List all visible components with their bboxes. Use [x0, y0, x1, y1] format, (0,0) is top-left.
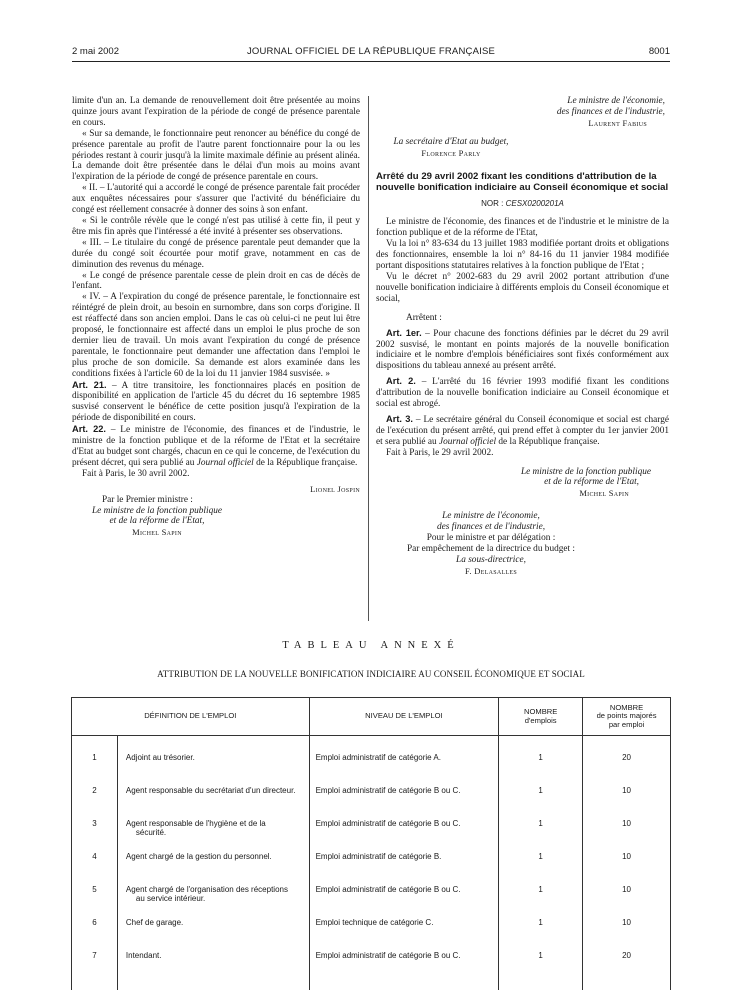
definition-text: Intendant.	[125, 950, 162, 960]
header-line: NOMBRE	[523, 707, 558, 716]
paragraph: Vu le décret n° 2002-683 du 29 avril 2002 portant attribution d'une nouvelle bonification indiciaire à différents emplois du Conseil économique et social,	[376, 271, 669, 304]
header-date: 2 mai 2002	[72, 46, 120, 57]
row-nombre: 1	[499, 847, 583, 880]
paragraph: « IV. – A l'expiration du congé de présence parentale, le fonctionnaire est réintégré de plein droit, au besoin en surnombre, dans son corps d'origine. Il est réaffecté dans son ancien emploi. Dans le cas où celui-ci ne peut lui être proposé, le fonctionnaire est affecté dans un emploi le plus proche de son dernier lieu de travail. Un mois avant l'expiration du congé de présence parentale, le fonctionnaire peut demander une affectation dans l'emploi le plus proche de son domicile. Sa demande est alors examinée dans les conditions fixées à l'article 60 de la loi du 11 janvier 1984 susvisée. »	[72, 292, 360, 379]
article-label: Art. 1er.	[386, 327, 422, 338]
row-number: 1	[72, 748, 118, 781]
delegation-line: Par empêchement de la directrice du budget :	[406, 544, 576, 554]
paragraph: limite d'un an. La demande de renouvellement doit être présentée au moins quinze jours avant l'expiration de la période de congé de présence parentale en cours.	[72, 96, 360, 128]
row-nombre: 1	[499, 814, 583, 847]
paragraph: « Si le contrôle révèle que le congé n'est pas utilisé à cette fin, il peut y être mis fin après que l'intéressé a été invité à présenter ses observations.	[72, 215, 360, 237]
paragraph: Vu la loi n° 83-634 du 13 juillet 1983 modifiée portant droits et obligations des fonctionnaires, ensemble la loi n° 84-16 du 11 janvier 1984 modifiée portant dispositions statutaires relatives à la fonction publique de l'Etat ;	[376, 239, 669, 272]
definition-text: Agent chargé de l'organisation des réceptions	[125, 884, 288, 894]
paragraph: Le ministre de l'économie, des finances et de l'industrie et le ministre de la fonction publique et de la réforme de l'Etat,	[376, 217, 669, 239]
spacer-cell	[117, 736, 309, 748]
table-row	[72, 814, 671, 847]
signature-block-fonction-publique	[72, 506, 242, 539]
journal-officiel-ref: Journal officiel	[196, 457, 254, 468]
secretary-title: La secrétaire d'Etat au budget,	[393, 136, 509, 147]
header-niveau: NIVEAU DE L'EMPLOI	[309, 698, 499, 736]
empty-cell	[309, 979, 499, 990]
row-definition	[117, 946, 309, 979]
empty-cell	[583, 979, 671, 990]
spacer-cell	[72, 736, 118, 748]
annex-table	[71, 697, 671, 990]
row-number: 3	[72, 814, 118, 847]
paragraph: « Sur sa demande, le fonctionnaire peut renoncer au bénéfice du congé de présence parentale au profit de l'autre parent fonctionnaire pour la ou les périodes restant à courir jusqu'à la limite maximale définie au présent alinéa. La demande doit être présentée dans le délai d'un mois au moins avant l'expiration de la période de congé de présence parentale en cours.	[72, 128, 360, 183]
paragraph: « II. – L'autorité qui a accordé le congé de présence parentale fait procéder aux enquêtes nécessaires pour s'assurer que l'activité du bénéficiaire du congé est réellement consacrée à donner des soins à son enfant.	[72, 183, 360, 216]
signature-block-budget	[376, 137, 526, 159]
table-row	[72, 748, 671, 781]
article-21	[72, 380, 360, 425]
row-points: 10	[583, 847, 671, 880]
table-row	[72, 946, 671, 979]
minister-title-line: des finances et de l'industrie,	[556, 106, 665, 117]
nor-code: CESX0200201A	[505, 198, 564, 208]
row-points: 10	[583, 913, 671, 946]
definition-text-cont: sécurité.	[135, 828, 167, 837]
definition-text-cont: au service intérieur.	[135, 894, 206, 903]
row-number: 2	[72, 781, 118, 814]
row-number: 7	[72, 946, 118, 979]
signer-name: Lionel Jospin	[310, 483, 360, 494]
table-row	[72, 913, 671, 946]
minister-title-line: des finances et de l'industrie,	[436, 522, 546, 533]
row-nombre: 1	[499, 946, 583, 979]
arretent: Arrêtent :	[406, 312, 442, 323]
signature-block-economie	[376, 96, 669, 129]
row-niveau: Emploi administratif de catégorie B ou C.	[309, 781, 499, 814]
secretary-name: Florence Parly	[421, 147, 481, 158]
article-2	[376, 376, 669, 410]
header-line: de points majorés	[596, 711, 657, 721]
row-definition	[117, 748, 309, 781]
minister-name: Laurent Fabius	[588, 117, 647, 128]
minister-title-line: Le ministre de la fonction publique	[520, 466, 651, 477]
article-text: – Pour chacune des fonctions définies par le décret du 29 avril 2002 susvisé, le montant en points majorés de la nouvelle bonification indiciaire et le nombre d'emplois bénéficiaires sont fixés conformément aux dispositions du tableau annexé au présent arrêté.	[376, 328, 669, 372]
article-text: – A titre transitoire, les fonctionnaires placés en position de disponibilité en application de l'article 45 du décret du 16 septembre 1985 susvisé conservent le bénéfice de cette position jusqu'à l'expiration de la période de disponibilité en cours.	[72, 380, 360, 424]
header-page-number: 8001	[648, 46, 670, 57]
annex-title: TABLEAU ANNEXÉ	[282, 640, 460, 651]
header-line: NOMBRE	[609, 702, 644, 712]
empty-cell	[117, 979, 309, 990]
article-text: – Le secrétaire général du Conseil économique et social est chargé de l'exécution du présent arrêté, qui prend effet à compter du 1er janvier 2001 et sera publié au	[376, 414, 669, 447]
table-row	[72, 880, 671, 913]
row-nombre: 1	[499, 880, 583, 913]
row-niveau: Emploi administratif de catégorie B ou C.	[309, 814, 499, 847]
minister-title-line: et de la réforme de l'Etat,	[109, 516, 205, 527]
minister-name: Michel Sapin	[132, 527, 182, 538]
article-text: – L'arrêté du 16 février 1993 modifié fixant les conditions d'attribution de la nouvelle bonification indiciaire au Conseil économique et social est abrogé.	[376, 377, 669, 410]
header-points	[583, 698, 671, 736]
row-definition	[117, 814, 309, 847]
article-label: Art. 21.	[72, 379, 107, 390]
empty-cell	[499, 979, 583, 990]
header-nombre-emplois	[499, 698, 583, 736]
sous-directrice-title: La sous-directrice,	[456, 554, 526, 565]
row-number: 5	[72, 880, 118, 913]
header-rule	[72, 61, 670, 62]
empty-cell	[72, 979, 118, 990]
row-definition	[117, 781, 309, 814]
row-points: 10	[583, 781, 671, 814]
definition-text: Adjoint au trésorier.	[125, 752, 195, 762]
definition-text: Chef de garage.	[125, 917, 184, 927]
paragraph: « III. – Le titulaire du congé de présence parentale peut demander que la durée du congé soit écourtée pour motif grave, notamment en cas de diminution des revenus du ménage.	[72, 237, 360, 270]
minister-title-line: Le ministre de l'économie,	[567, 96, 665, 106]
signature-date: Fait à Paris, le 29 avril 2002.	[386, 447, 494, 458]
sous-directrice-name: F. Delasalles	[465, 565, 517, 576]
article-text-end: de la République française.	[253, 457, 358, 468]
nor-label: NOR :	[481, 198, 506, 208]
definition-text: Agent responsable de l'hygiène et de la	[125, 818, 266, 828]
signature-block-delegation	[376, 511, 606, 576]
paragraph: « Le congé de présence parentale cesse de plein droit en cas de décès de l'enfant.	[72, 270, 360, 292]
spacer-cell	[583, 736, 671, 748]
row-number: 6	[72, 913, 118, 946]
article-text: – Le ministre de l'économie, des finances et de l'industrie, le ministre de la fonction publique et de la réforme de l'Etat et la secrétaire d'Etat au budget sont chargés, chacun en ce qui le concerne, de l'exécution du présent décret, qui sera publié au	[72, 425, 360, 468]
row-points: 20	[583, 748, 671, 781]
minister-title-line: Le ministre de la fonction publique	[91, 505, 223, 516]
row-nombre: 1	[499, 913, 583, 946]
table-row-continuation	[72, 979, 671, 990]
par-le-premier-ministre: Par le Premier ministre :	[102, 494, 193, 505]
definition-text: Agent chargé de la gestion du personnel.	[125, 851, 272, 861]
article-label: Art. 3.	[386, 413, 413, 424]
signature-date: Fait à Paris, le 30 avril 2002.	[82, 468, 190, 479]
right-column	[376, 96, 669, 577]
journal-officiel-ref: Journal officiel	[439, 436, 497, 447]
row-niveau: Emploi technique de catégorie C.	[309, 913, 499, 946]
spacer-cell	[309, 736, 499, 748]
article-label: Art. 2.	[386, 376, 416, 387]
row-definition	[117, 880, 309, 913]
article-text-end: de la République française.	[496, 436, 600, 447]
definition-text: Agent responsable du secrétariat d'un directeur.	[125, 785, 296, 795]
article-label: Art. 22.	[72, 424, 107, 435]
row-niveau: Emploi administratif de catégorie A.	[309, 748, 499, 781]
article-3	[376, 414, 669, 448]
row-niveau: Emploi administratif de catégorie B ou C.	[309, 946, 499, 979]
row-points: 20	[583, 946, 671, 979]
page-header	[72, 46, 670, 60]
header-definition: DÉFINITION DE L'EMPLOI	[72, 698, 310, 736]
row-definition	[117, 847, 309, 880]
row-points: 10	[583, 814, 671, 847]
minister-name: Michel Sapin	[579, 488, 629, 499]
row-niveau: Emploi administratif de catégorie B.	[309, 847, 499, 880]
column-divider	[368, 96, 369, 621]
row-nombre: 1	[499, 781, 583, 814]
article-1	[376, 328, 669, 373]
row-nombre: 1	[499, 748, 583, 781]
spacer-cell	[499, 736, 583, 748]
row-definition	[117, 913, 309, 946]
row-points: 10	[583, 880, 671, 913]
article-22	[72, 424, 360, 469]
header-journal-title: JOURNAL OFFICIEL DE LA RÉPUBLIQUE FRANÇAISE	[246, 46, 496, 57]
row-number: 4	[72, 847, 118, 880]
annex-subtitle: ATTRIBUTION DE LA NOUVELLE BONIFICATION INDICIAIRE AU CONSEIL ÉCONOMIQUE ET SOCIAL	[157, 669, 585, 679]
nor-reference	[376, 199, 669, 210]
table-row	[72, 847, 671, 880]
arrete-title: Arrêté du 29 avril 2002 fixant les conditions d'attribution de la nouvelle bonification indiciaire au Conseil économique et social	[376, 170, 669, 193]
minister-title-line: et de la réforme de l'Etat,	[544, 477, 639, 488]
table-row	[72, 781, 671, 814]
left-column	[72, 96, 360, 538]
delegation-line: Pour le ministre et par délégation :	[426, 533, 556, 544]
header-line: d'emplois	[524, 715, 557, 725]
row-niveau: Emploi administratif de catégorie B ou C.	[309, 880, 499, 913]
signature-block-fonction-publique	[376, 467, 669, 500]
header-line: par emploi	[608, 719, 645, 729]
minister-title-line: Le ministre de l'économie,	[442, 511, 540, 522]
